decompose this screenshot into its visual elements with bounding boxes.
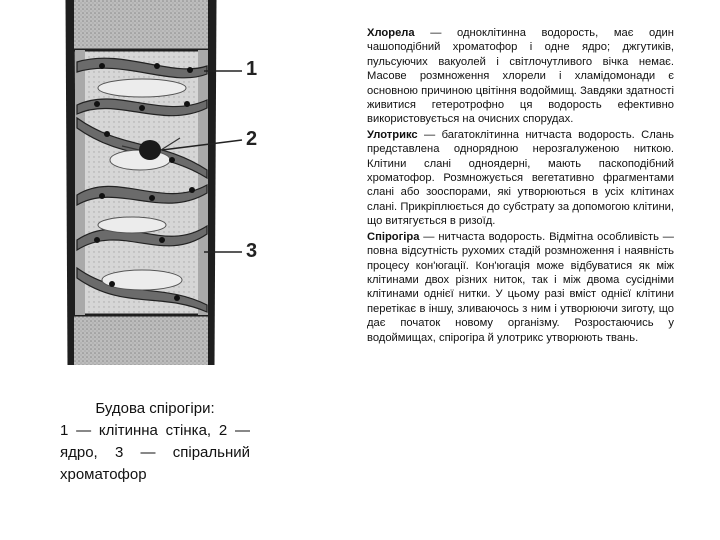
figure-caption [60,398,250,486]
paragraph-chlorella [367,26,674,127]
term-ulothrix: Улотрикс [367,128,418,141]
spirogyra-figure [62,0,262,365]
text-chlorella: — одноклітинна водорость, має один чашоподібний хроматофор і одне ядро; джгутиків, пульсуючих вакуолей і світлочутливого вічка немає. Масове розмноження хлорели і хламідомонади є основною причиною цвітіння водоймищ. Завдяки здатності живитися гетеротрофно ця водорость ефективно використовується на очисних спорудах. [367,27,674,126]
caption-body: 1 — клітинна стінка, 2 — ядро, 3 — спіральний хроматофор [60,422,250,483]
term-chlorella: Хлорела [367,27,415,39]
cell-wall [70,0,212,365]
figure-label-2: 2 [246,128,258,150]
spirogyra-drawing [62,0,262,365]
text-ulothrix: — багатоклітинна нитчаста водорость. Слань представлена однорядною нерозгалуженою ниткою. Клітини слані одноядерні, мають паскоподібний хроматофор. Розмножується вегетативно фрагментами слані або зооспорами, які утворюються в усіх клітинах слані. Прикріплюється до субстрату за допомогою клітини, що витягується в ризоїд. [367,128,674,228]
paragraph-spirogyra [367,230,674,345]
figure-label-3: 3 [246,240,258,262]
text-column [367,26,674,346]
caption-title: Будова спірогіри: [95,400,215,417]
figure-label-1: 1 [246,58,258,80]
paragraph-ulothrix [367,128,674,229]
text-spirogyra: — нитчаста водорость. Відмітна особливість — повна відсутність рухомих стадій розмноження і наявність процесу кон'югації. Кон'югація може відбуватися як між клітинами двох різних ниток, так і між двома сусідніми клітинами однієї нитки. У цьому разі вміст однієї клітини перетікає в іншу, зливаючось з ним і утворюючи зиготу, що дає початок новому організму. Розростаючись у водоймищах, спірогіра й улотрикс утворюють твань. [367,230,674,344]
term-spirogyra: Спірогіра [367,230,420,243]
